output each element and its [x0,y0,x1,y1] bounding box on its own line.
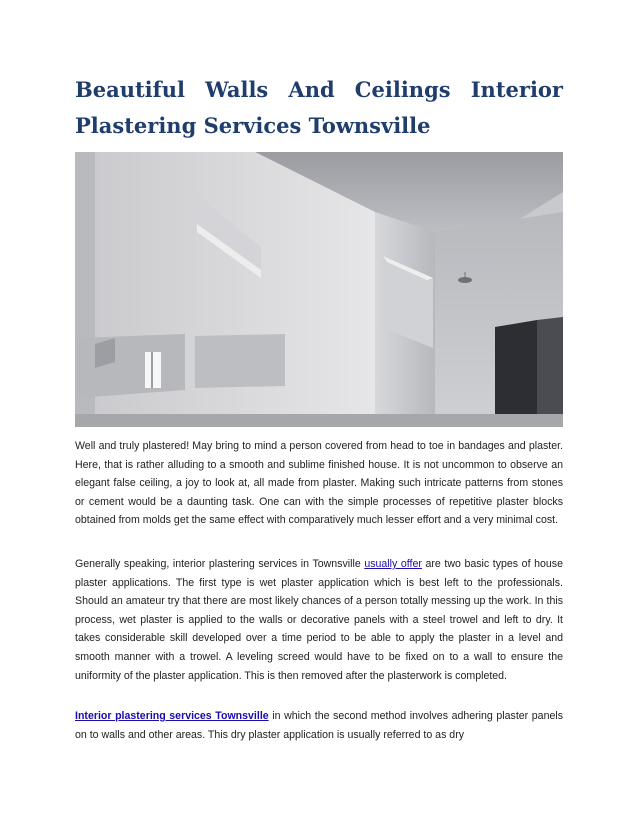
photo-illustration [75,152,563,427]
paragraph-3 [75,707,563,744]
interior-plastering-link[interactable]: Interior plastering services Townsville [75,710,269,722]
paragraph-1: Well and truly plastered! May bring to mind a person covered from head to toe in bandages and plaster. Here, that is rather alluding to a smooth and sublime finished house. It is not uncommon to observe an elegant false ceiling, a joy to look at, all made from plaster. Making such intricate patterns from stones or cement would be a daunting task. One can with the simple processes of repetitive plaster blocks obtained from molds get the same effect with comparatively much lesser effort and a very minimal cost. [75,440,563,527]
paragraph-3-text: in which the second method involves adhering plaster panels on to walls and other areas. This dry plaster application is usually referred to as dry [75,710,563,741]
title-line-1: Beautiful Walls And Ceilings Interior [75,77,563,102]
paragraph-2-text-before: Generally speaking, interior plastering services in Townsville [75,558,365,570]
paragraph-2 [75,555,563,685]
usually-offer-link[interactable]: usually offer [364,558,422,570]
title-line-2: Plastering Services Townsville [75,113,431,138]
interior-plaster-photo [75,152,563,427]
paragraph-2-text-after: are two basic types of house plaster applications. The first type is wet plaster application which is best left to the professionals. Should an amateur try that there are most likely chances of a person totally messing up the work. In this process, wet plaster is applied to the walls or decorative panels with a steel trowel and left to dry. It takes considerable skill developed over a time period to be able to apply the plaster in a level and smooth manner with a trowel. A leveling screed would have to be fixed on to a wall to ensure the uniformity of the plaster application. This is then removed after the plasterwork is completed. [75,558,563,682]
page-title [75,72,563,144]
